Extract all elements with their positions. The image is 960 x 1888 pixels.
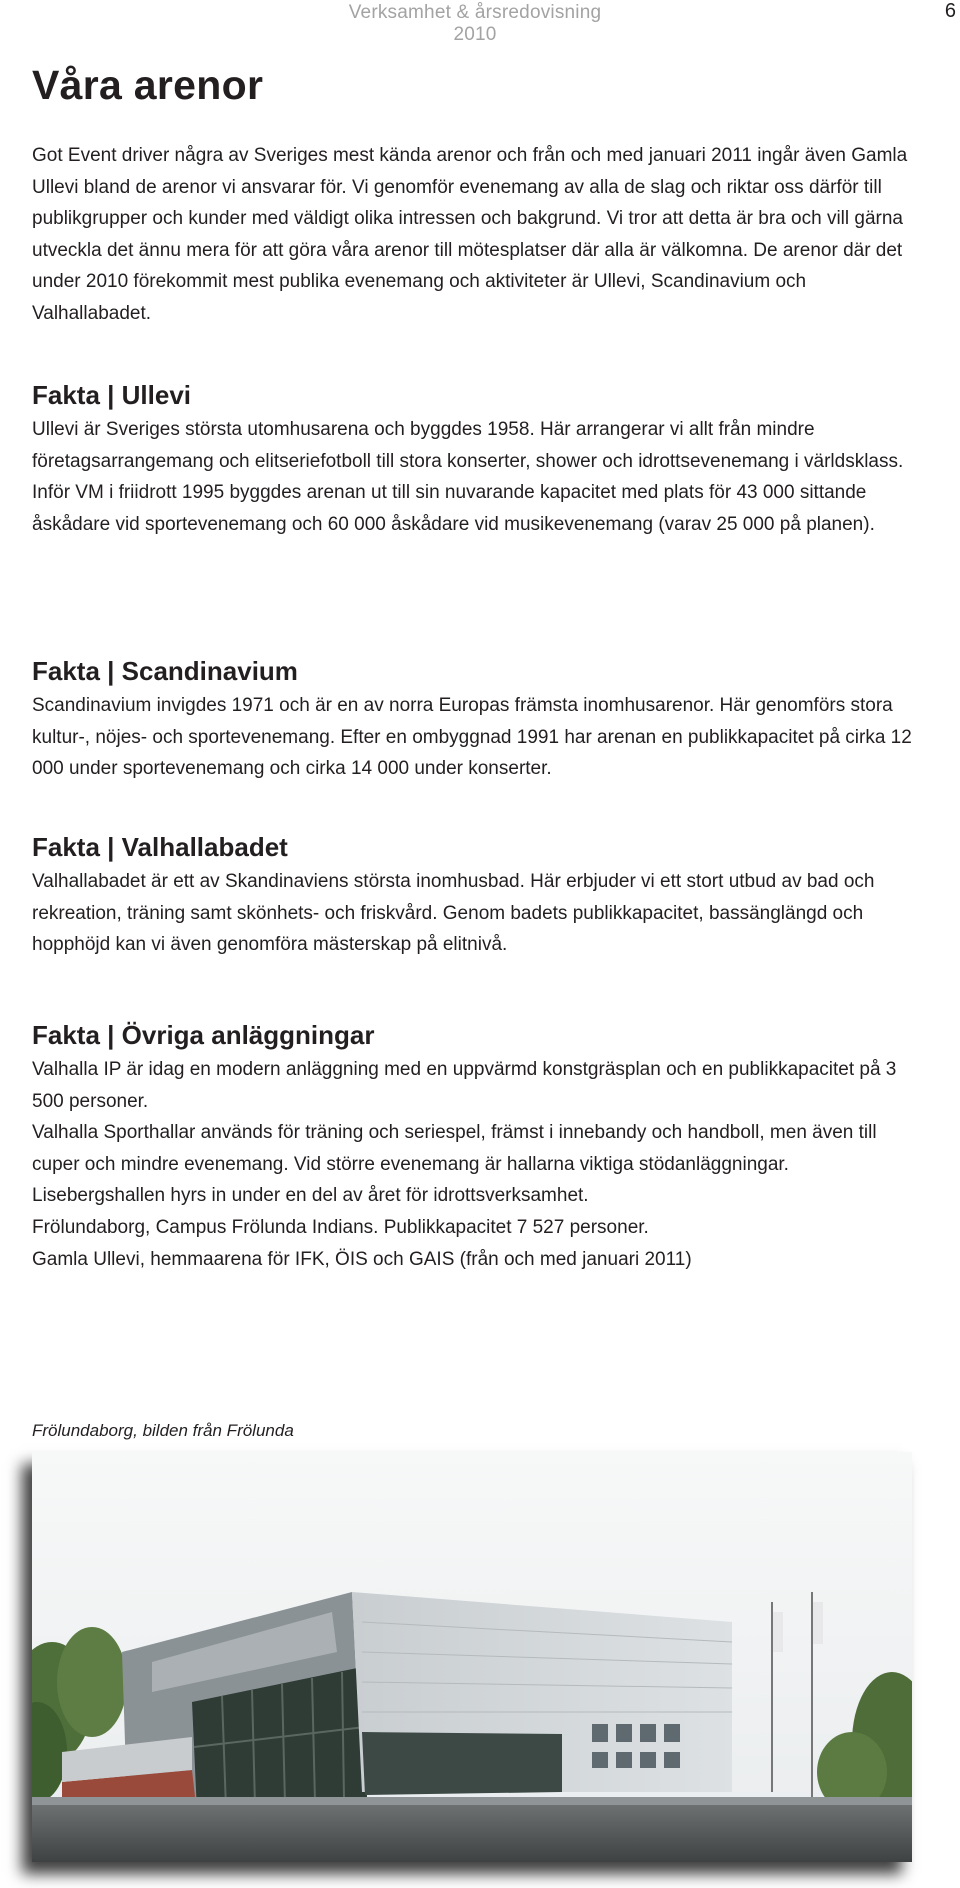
section-paragraph: Inför VM i friidrott 1995 byggdes arenan ut till sin nuvarande kapacitet med plats för 43 000 sittande åskådare vid sportevenemang och 60 000 åskådare vid musikevenemang (varav 25 000 på planen).	[32, 482, 875, 535]
arena-building-photo	[32, 1452, 912, 1862]
arena-building-illustration	[32, 1452, 912, 1862]
section-paragraph: Ullevi är Sveriges största utomhusarena och byggdes 1958. Här arrangerar vi allt från mindre företagsarrangemang och elitseriefotboll till stora konserter, shower och idrottsevenemang i världsklass.	[32, 419, 904, 472]
running-head: Verksamhet & årsredovisning 2010	[348, 2, 602, 45]
section-paragraph: Gamla Ullevi, hemmaarena för IFK, ÖIS och GAIS (från och med januari 2011)	[32, 1248, 692, 1270]
section-ullevi	[32, 378, 922, 540]
page-number: 6	[944, 0, 956, 22]
section-scandinavium	[32, 654, 922, 785]
section-paragraph: Lisebergshallen hyrs in under en del av året för idrottsverksamhet.	[32, 1185, 589, 1207]
section-paragraph: Valhalla Sporthallar används för träning och seriespel, främst i innebandy och handboll, men även till cuper och mindre evenemang. Vid större evenemang är hallarna viktiga stödanläggningar.	[32, 1122, 877, 1175]
section-paragraph: Scandinavium invigdes 1971 och är en av norra Europas främsta inomhusarenor. Här genomförs stora kultur-, nöjes- och sportevenemang. Efter en ombyggnad 1991 har arenan en publikkapacitet på cirka 12 000 under sportevenemang och cirka 14 000 under konserter.	[32, 695, 912, 780]
section-paragraph: Valhallabadet är ett av Skandinaviens största inomhusbad. Här erbjuder vi ett stort utbud av bad och rekreation, träning samt skönhets- och friskvård. Genom badets publikkapacitet, bassänglängd och hopphöjd kan vi även genomföra mästerskap på elitnivå.	[32, 871, 875, 956]
section-ovriga-anlaggningar	[32, 1018, 922, 1275]
section-paragraph: Valhalla IP är idag en modern anläggning med en uppvärmd konstgräsplan och en publikkapacitet på 3 500 personer.	[32, 1059, 897, 1112]
intro-paragraph: Got Event driver några av Sveriges mest kända arenor och från och med januari 2011 ingår även Gamla Ullevi bland de arenor vi ansvarar för. Vi genomför evenemang av alla de slag och riktar oss därför till publikgrupper och kunder med väldigt olika intressen och bakgrund. Vi tror att detta är bra och vill gärna utveckla det ännu mera för att göra våra arenor till mötesplatser där alla är välkomna. De arenor där det under 2010 förekommit mest publika evenemang och aktiviteter är Ullevi, Scandinavium och Valhallabadet.	[32, 145, 908, 324]
page-title: Våra arenor	[32, 62, 264, 108]
photo-caption: Frölundaborg, bilden från Frölunda	[32, 1421, 294, 1440]
section-paragraph: Frölundaborg, Campus Frölunda Indians. Publikkapacitet 7 527 personer.	[32, 1216, 649, 1238]
section-heading: Fakta | Övriga anläggningar	[32, 1020, 375, 1050]
section-valhallabadet	[32, 830, 922, 961]
section-heading: Fakta | Scandinavium	[32, 656, 298, 686]
section-heading: Fakta | Valhallabadet	[32, 832, 288, 862]
section-heading: Fakta | Ullevi	[32, 380, 192, 410]
